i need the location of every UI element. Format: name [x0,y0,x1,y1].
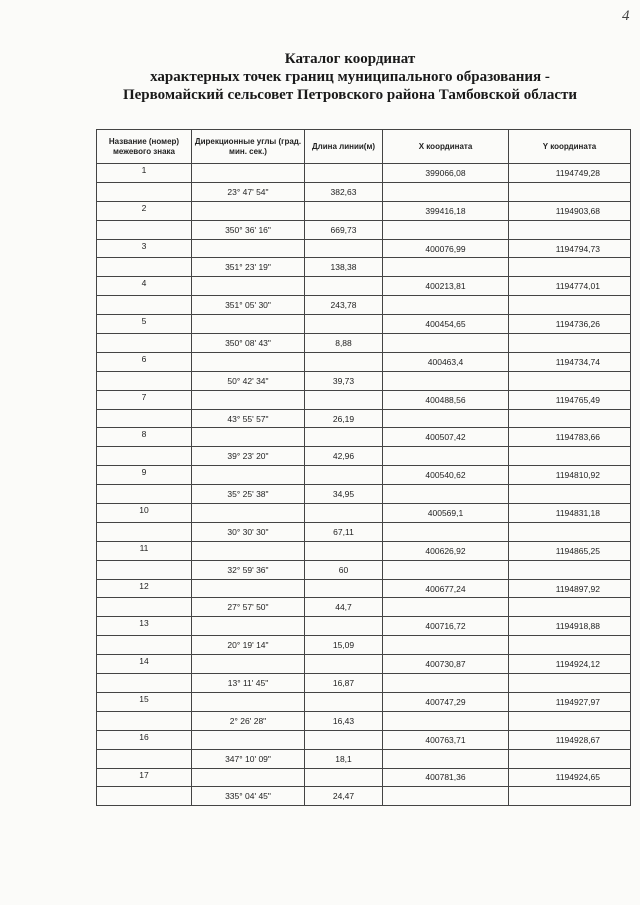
table-header-row [97,130,631,164]
point-row [97,768,631,787]
direction-angle: 347° 10' 09" [192,749,305,768]
empty-cell [192,352,305,371]
line-length: 669,73 [305,220,383,239]
empty-cell [305,692,383,711]
empty-cell [97,787,192,806]
empty-cell [97,485,192,504]
empty-cell [97,409,192,428]
segment-row [97,522,631,541]
empty-cell [305,390,383,409]
x-coordinate: 400540,62 [383,466,509,485]
empty-cell [192,617,305,636]
empty-cell [305,541,383,560]
line-length: 24,47 [305,787,383,806]
y-coordinate: 1194918,88 [509,617,631,636]
y-coordinate: 1194765,49 [509,390,631,409]
empty-cell [509,409,631,428]
line-length: 67,11 [305,522,383,541]
y-coordinate: 1194903,68 [509,201,631,220]
segment-row [97,560,631,579]
empty-cell [192,164,305,183]
empty-cell [509,787,631,806]
line-length: 16,87 [305,674,383,693]
table-body [97,164,631,806]
empty-cell [97,371,192,390]
empty-cell [97,522,192,541]
empty-cell [97,258,192,277]
empty-cell [192,504,305,523]
point-row [97,428,631,447]
x-coordinate: 400626,92 [383,541,509,560]
segment-row [97,636,631,655]
point-row [97,466,631,485]
empty-cell [509,674,631,693]
point-name: 17 [97,768,192,787]
segment-row [97,485,631,504]
point-row [97,164,631,183]
empty-cell [305,730,383,749]
header-name: Название (номер) межевого знака [97,130,192,164]
empty-cell [192,201,305,220]
segment-row [97,409,631,428]
direction-angle: 32° 59' 36" [192,560,305,579]
empty-cell [383,598,509,617]
line-length: 42,96 [305,447,383,466]
x-coordinate: 399416,18 [383,201,509,220]
y-coordinate: 1194928,67 [509,730,631,749]
y-coordinate: 1194783,66 [509,428,631,447]
empty-cell [509,371,631,390]
empty-cell [192,768,305,787]
point-row [97,655,631,674]
x-coordinate: 400488,56 [383,390,509,409]
empty-cell [192,730,305,749]
empty-cell [509,560,631,579]
line-length: 138,38 [305,258,383,277]
header-angles: Дирекционные углы (град. мин. сек.) [192,130,305,164]
direction-angle: 30° 30' 30" [192,522,305,541]
x-coordinate: 400781,36 [383,768,509,787]
empty-cell [305,504,383,523]
x-coordinate: 400569,1 [383,504,509,523]
point-name: 10 [97,504,192,523]
empty-cell [509,296,631,315]
line-length: 39,73 [305,371,383,390]
direction-angle: 2° 26' 28" [192,711,305,730]
x-coordinate: 400747,29 [383,692,509,711]
empty-cell [509,711,631,730]
point-name: 12 [97,579,192,598]
direction-angle: 35° 25' 38" [192,485,305,504]
y-coordinate: 1194810,92 [509,466,631,485]
point-name: 1 [97,164,192,183]
empty-cell [383,371,509,390]
direction-angle: 50° 42' 34" [192,371,305,390]
x-coordinate: 400677,24 [383,579,509,598]
header-x: X координата [383,130,509,164]
title-line-3: Первомайский сельсовет Петровского района Тамбовской области [122,87,578,103]
y-coordinate: 1194927,97 [509,692,631,711]
point-row [97,579,631,598]
empty-cell [305,164,383,183]
empty-cell [383,711,509,730]
direction-angle: 350° 36' 16" [192,220,305,239]
title-line-1: Каталог координат [284,51,416,67]
x-coordinate: 400716,72 [383,617,509,636]
point-row [97,692,631,711]
line-length: 34,95 [305,485,383,504]
empty-cell [509,749,631,768]
empty-cell [305,239,383,258]
empty-cell [305,579,383,598]
direction-angle: 23° 47' 54" [192,182,305,201]
empty-cell [509,485,631,504]
point-name: 6 [97,352,192,371]
direction-angle: 20° 19' 14" [192,636,305,655]
x-coordinate: 400076,99 [383,239,509,258]
point-name: 3 [97,239,192,258]
segment-row [97,447,631,466]
empty-cell [305,315,383,334]
point-name: 15 [97,692,192,711]
empty-cell [383,258,509,277]
segment-row [97,220,631,239]
header-length: Длина линии(м) [305,130,383,164]
empty-cell [97,749,192,768]
segment-row [97,749,631,768]
empty-cell [192,239,305,258]
point-row [97,504,631,523]
x-coordinate: 400454,65 [383,315,509,334]
empty-cell [192,692,305,711]
point-name: 13 [97,617,192,636]
document-title [90,50,610,104]
empty-cell [192,579,305,598]
empty-cell [192,541,305,560]
line-length: 18,1 [305,749,383,768]
empty-cell [97,674,192,693]
direction-angle: 351° 05' 30" [192,296,305,315]
direction-angle: 27° 57' 50" [192,598,305,617]
coordinates-table [96,129,631,806]
point-name: 11 [97,541,192,560]
y-coordinate: 1194865,25 [509,541,631,560]
empty-cell [305,466,383,485]
segment-row [97,334,631,353]
empty-cell [192,655,305,674]
point-name: 4 [97,277,192,296]
segment-row [97,674,631,693]
point-name: 9 [97,466,192,485]
segment-row [97,711,631,730]
empty-cell [383,636,509,655]
direction-angle: 39° 23' 20" [192,447,305,466]
empty-cell [383,409,509,428]
empty-cell [97,182,192,201]
empty-cell [509,258,631,277]
segment-row [97,296,631,315]
point-row [97,390,631,409]
line-length: 16,43 [305,711,383,730]
empty-cell [305,201,383,220]
empty-cell [383,296,509,315]
point-name: 2 [97,201,192,220]
direction-angle: 43° 55' 57" [192,409,305,428]
x-coordinate: 400763,71 [383,730,509,749]
x-coordinate: 400463,4 [383,352,509,371]
point-row [97,315,631,334]
y-coordinate: 1194736,26 [509,315,631,334]
empty-cell [305,655,383,674]
point-row [97,541,631,560]
empty-cell [97,296,192,315]
empty-cell [192,277,305,296]
empty-cell [192,466,305,485]
point-name: 14 [97,655,192,674]
empty-cell [97,636,192,655]
y-coordinate: 1194774,01 [509,277,631,296]
y-coordinate: 1194897,92 [509,579,631,598]
empty-cell [383,182,509,201]
empty-cell [97,220,192,239]
direction-angle: 351° 23' 19" [192,258,305,277]
empty-cell [305,352,383,371]
empty-cell [97,560,192,579]
direction-angle: 350° 08' 43" [192,334,305,353]
segment-row [97,182,631,201]
segment-row [97,787,631,806]
y-coordinate: 1194831,18 [509,504,631,523]
header-y: Y координата [509,130,631,164]
line-length: 8,88 [305,334,383,353]
point-row [97,277,631,296]
segment-row [97,598,631,617]
y-coordinate: 1194734,74 [509,352,631,371]
segment-row [97,258,631,277]
point-row [97,201,631,220]
page-number: 4 [622,8,630,24]
point-row [97,730,631,749]
empty-cell [383,334,509,353]
line-length: 44,7 [305,598,383,617]
empty-cell [383,787,509,806]
point-name: 8 [97,428,192,447]
empty-cell [383,220,509,239]
line-length: 26,19 [305,409,383,428]
empty-cell [383,749,509,768]
y-coordinate: 1194794,73 [509,239,631,258]
empty-cell [97,598,192,617]
x-coordinate: 400507,42 [383,428,509,447]
empty-cell [383,674,509,693]
y-coordinate: 1194924,65 [509,768,631,787]
segment-row [97,371,631,390]
empty-cell [383,560,509,579]
empty-cell [97,447,192,466]
empty-cell [509,447,631,466]
empty-cell [97,334,192,353]
y-coordinate: 1194924,12 [509,655,631,674]
y-coordinate: 1194749,28 [509,164,631,183]
empty-cell [192,315,305,334]
empty-cell [305,428,383,447]
empty-cell [509,220,631,239]
line-length: 382,63 [305,182,383,201]
point-name: 7 [97,390,192,409]
empty-cell [509,636,631,655]
point-name: 16 [97,730,192,749]
empty-cell [305,617,383,636]
direction-angle: 335° 04' 45" [192,787,305,806]
empty-cell [383,522,509,541]
x-coordinate: 400730,87 [383,655,509,674]
point-row [97,239,631,258]
empty-cell [509,598,631,617]
x-coordinate: 399066,08 [383,164,509,183]
x-coordinate: 400213,81 [383,277,509,296]
empty-cell [97,711,192,730]
direction-angle: 13° 11' 45" [192,674,305,693]
empty-cell [305,768,383,787]
empty-cell [509,334,631,353]
point-name: 5 [97,315,192,334]
empty-cell [383,485,509,504]
empty-cell [509,522,631,541]
line-length: 60 [305,560,383,579]
point-row [97,352,631,371]
empty-cell [383,447,509,466]
title-line-2: характерных точек границ муниципального образования - [150,69,550,85]
empty-cell [192,390,305,409]
empty-cell [192,428,305,447]
line-length: 243,78 [305,296,383,315]
point-row [97,617,631,636]
line-length: 15,09 [305,636,383,655]
empty-cell [305,277,383,296]
empty-cell [509,182,631,201]
